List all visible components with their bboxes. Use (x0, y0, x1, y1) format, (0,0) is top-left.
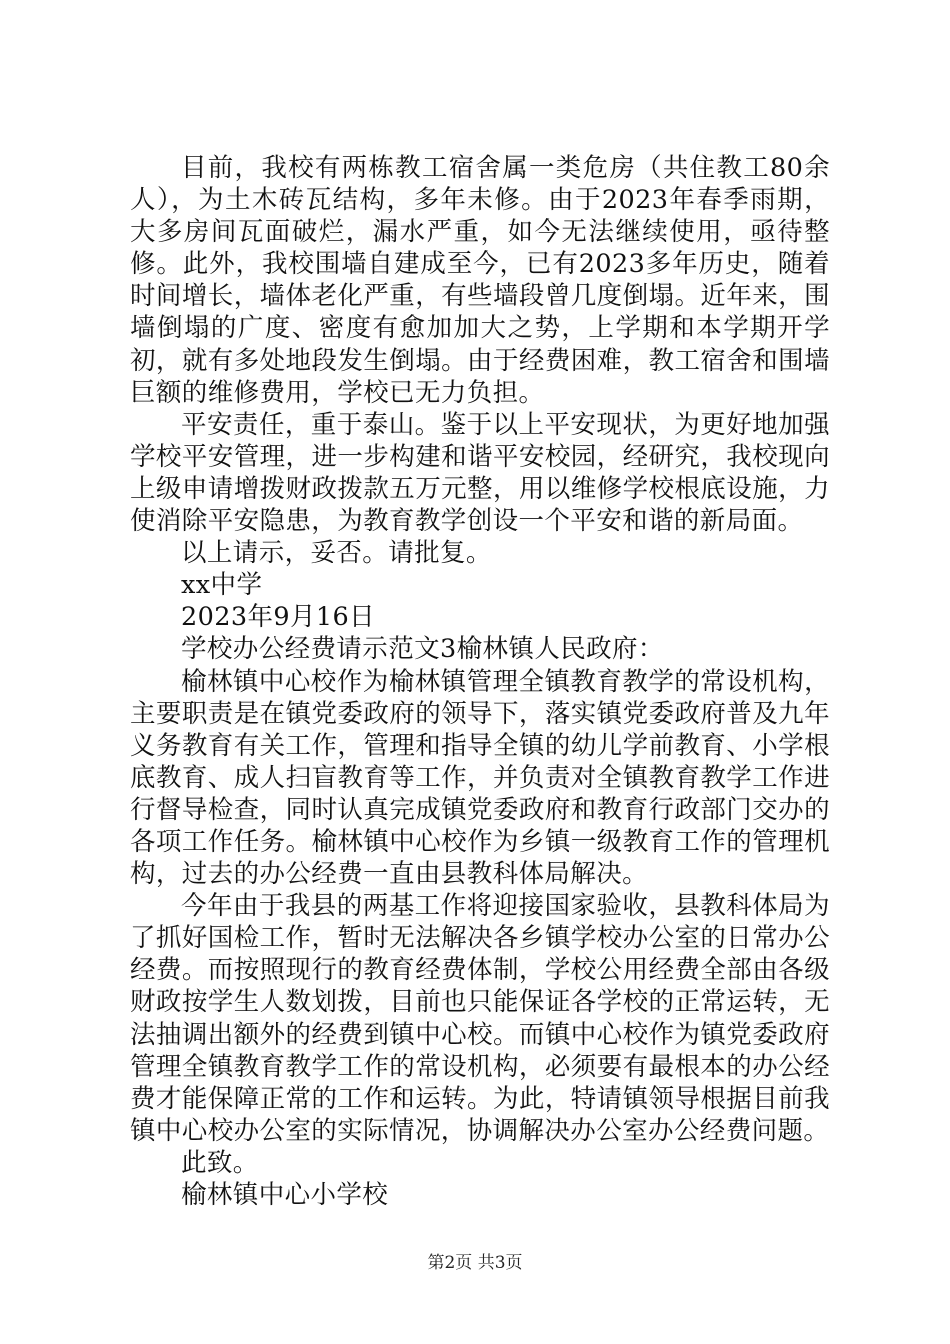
page-footer: 第2页 共3页 (427, 1253, 523, 1273)
paragraph-center-school-role: 榆林镇中心校作为榆林镇管理全镇教育教学的常设机构，主要职责是在镇党委政府的领导下，落实镇党委政府普及九年义务教育有关工作，管理和指导全镇的幼儿学前教育、小学根底教育、成人扫盲教育等工作，并负责对全镇教育教学工作进行督导检查，同时认真完成镇党委政府和教育行政部门交办的各项工作任务。榆林镇中心校作为乡镇一级教育工作的管理机构，过去的办公经费一直由县教科体局解决。 (130, 666, 830, 890)
closing-line: 以上请示，妥否。请批复。 (181, 538, 492, 569)
section-heading: 学校办公经费请示范文3榆林镇人民政府： (181, 634, 664, 665)
paragraph-safety-request: 平安责任，重于泰山。鉴于以上平安现状，为更好地加强学校平安管理，进一步构建和谐平安校园，经研究，我校现向上级申请增拨财政拨款五万元整，用以维修学校根底设施，力使消除平安隐患，为教育教学创设一个平安和谐的新局面。 (130, 409, 830, 537)
paragraph-funding-issue: 今年由于我县的两基工作将迎接国家验收，县教科体局为了抓好国检工作，暂时无法解决各乡镇学校办公室的日常办公经费。而按照现行的教育经费体制，学校公用经费全部由各级财政按学生人数划拨，目前也只能保证各学校的正常运转，无法抽调出额外的经费到镇中心校。而镇中心校作为镇党委政府管理全镇教育教学工作的常设机构，必须要有最根本的办公经费才能保障正常的工作和运转。为此，特请镇领导根据目前我镇中心校办公室的实际情况，协调解决办公室办公经费问题。 (130, 891, 830, 1146)
signature-school: xx中学 (181, 570, 263, 601)
salutation-line: 此致。 (181, 1147, 259, 1178)
date-line: 2023年9月16日 (181, 602, 376, 633)
paragraph-housing-wall: 目前，我校有两栋教工宿舍属一类危房（共住教工80余人），为土木砖瓦结构，多年未修。由于2023年春季雨期，大多房间瓦面破烂，漏水严重，如今无法继续使用，亟待整修。此外，我校围墙自建成至今，已有2023多年历史，随着时间增长，墙体老化严重，有些墙段曾几度倒塌。近年来，围墙倒塌的广度、密度有愈加加大之势，上学期和本学期开学初，就有多处地段发生倒塌。由于经费困难，教工宿舍和围墙巨额的维修费用，学校已无力负担。 (130, 153, 830, 408)
signature-center-school: 榆林镇中心小学校 (181, 1180, 389, 1210)
document-body (130, 152, 830, 1211)
